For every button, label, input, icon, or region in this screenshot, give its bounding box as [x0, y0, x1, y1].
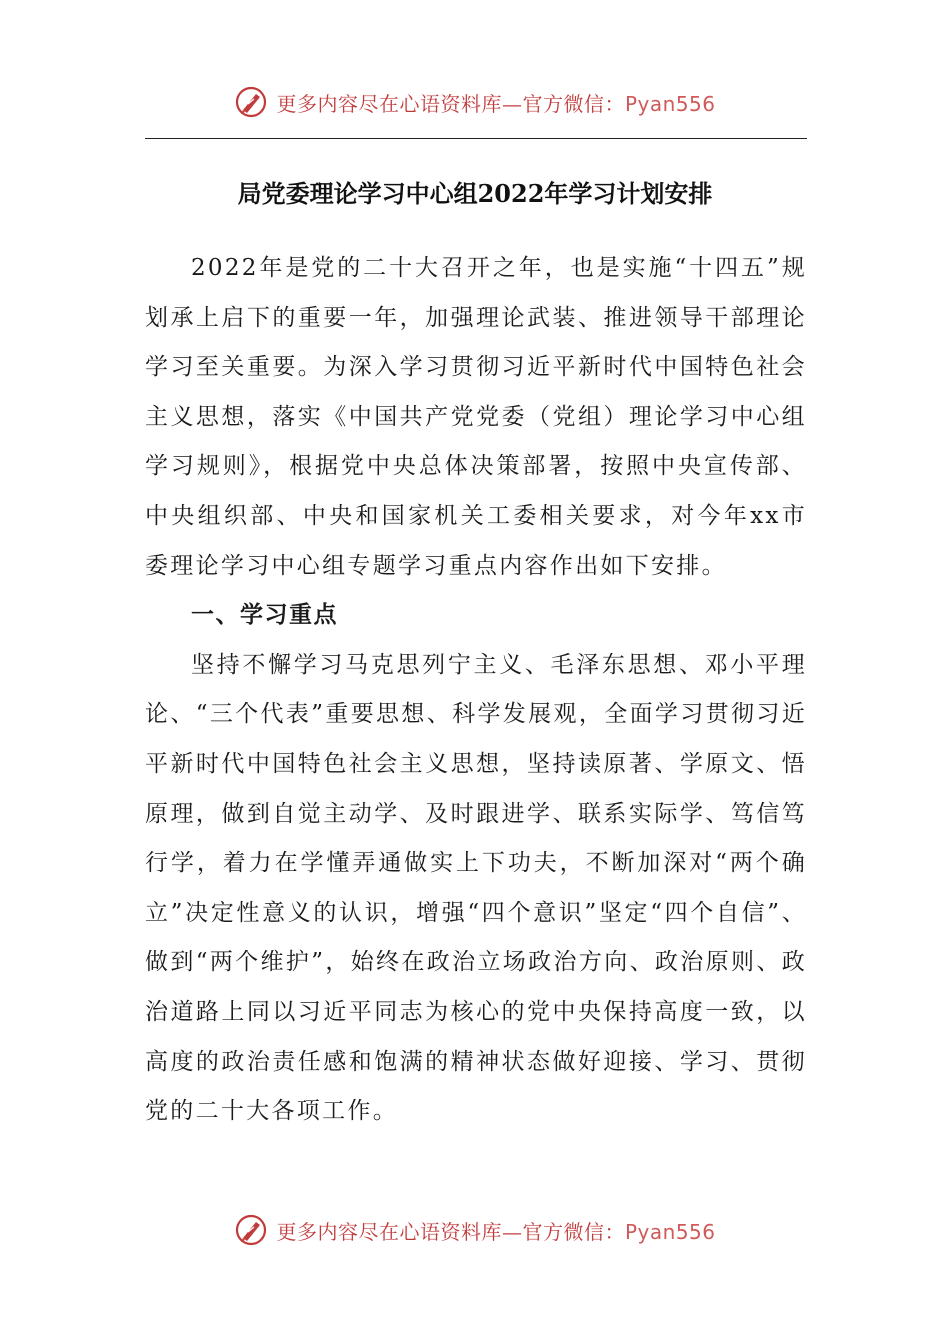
section-paragraph: 坚持不懈学习马克思列宁主义、毛泽东思想、邓小平理论、“三个代表”重要思想、科学发展观，全面学习贯彻习近平新时代中国特色社会主义思想，坚持读原著、学原文、悟原理，做到自觉主动学、及时跟进学、联系实际学、笃信笃行学，着力在学懂弄通做实上下功夫，不断加深对“两个确立”决定性意义的认识，增强“四个意识”坚定“四个自信”、做到“两个维护”，始终在政治立场政治方向、政治原则、政治道路上同以习近平同志为核心的党中央保持高度一致，以高度的政治责任感和饱满的精神状态做好迎接、学习、贯彻党的二十大各项工作。: [145, 651, 807, 1125]
banner-text: [276, 1216, 715, 1245]
section-heading: 一、学习重点: [191, 602, 338, 629]
banner-wechat-id: Pyan556: [624, 91, 716, 116]
banner-text: [276, 88, 715, 117]
header-banner: [0, 82, 950, 122]
header-divider: [145, 138, 807, 139]
pen-nib-logo-icon: [234, 1213, 268, 1247]
banner-main-text: 更多内容尽在心语资料库: [276, 91, 502, 116]
banner-main-text: 更多内容尽在心语资料库: [276, 1219, 502, 1244]
banner-separator: —: [501, 91, 523, 116]
banner-wechat-id: Pyan556: [624, 1219, 716, 1244]
banner-sub-text: 官方微信：: [522, 91, 625, 116]
banner-separator: —: [501, 1219, 523, 1244]
intro-paragraph: 2022年是党的二十大召开之年，也是实施“十四五”规划承上启下的重要一年，加强理论武装、推进领导干部理论学习至关重要。为深入学习贯彻习近平新时代中国特色社会主义思想，落实《中国共产党党委（党组）理论学习中心组学习规则》，根据党中央总体决策部署，按照中央宣传部、中央组织部、中央和国家机关工委相关要求，对今年xx市委理论学习中心组专题学习重点内容作出如下安排。: [145, 255, 807, 579]
document-title: 局党委理论学习中心组2022年学习计划安排: [237, 179, 713, 208]
pen-nib-logo-icon: [234, 85, 268, 119]
banner-sub-text: 官方微信：: [522, 1219, 625, 1244]
footer-banner: [0, 1210, 950, 1250]
document-body: [145, 244, 807, 1137]
